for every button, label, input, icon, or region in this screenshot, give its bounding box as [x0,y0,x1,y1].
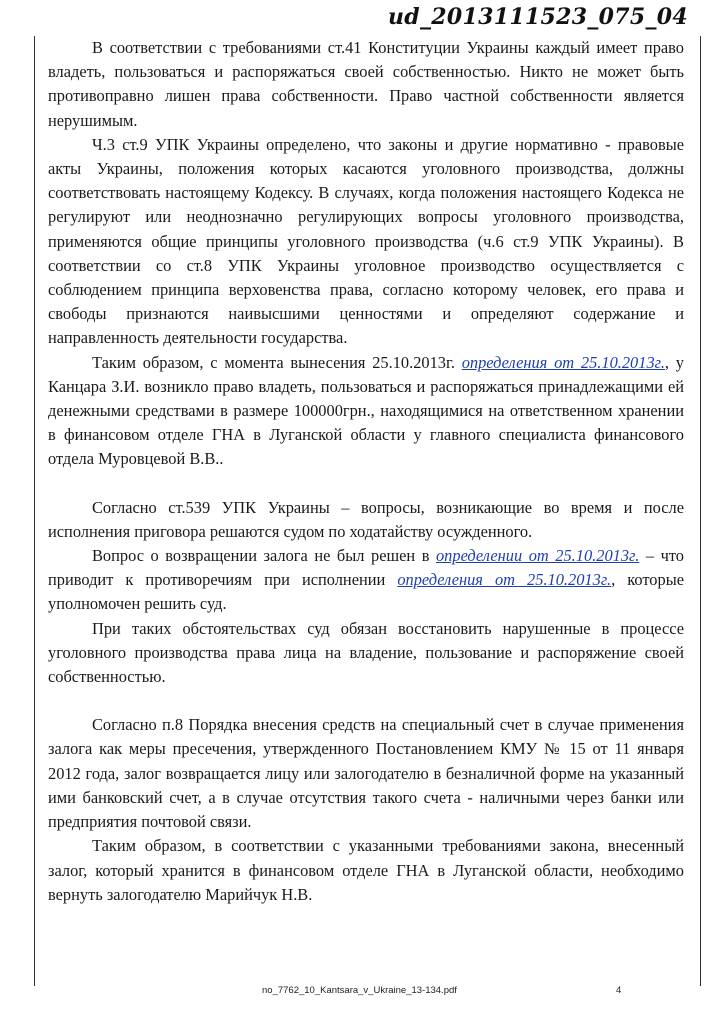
paragraph-7: Согласно п.8 Порядка внесения средств на специальный счет в случае применения залога как меры пресечения, утвержденного Постановлением КМУ № 15 от 11 января 2012 года, залог возвращается лицу или залогодателю в безналичной форме на указанный ими банковский счет, а в случае отсутствия такого счета - наличными через банки или предприятия почтовой связи. [48,715,684,832]
spacer [48,472,684,496]
paragraph-3: Таким образом, с момента вынесения 25.10.2013г. определения от 25.10.2013г., у Канцара З.И. возникло право владеть, пользоваться и распоряжаться принадлежащими ей денежными средствами в размере 100000грн., находящимися на ответственном хранении в финансовом отделе ГНА в Луганской области у главного специалиста финансового отдела Муровцевой В.В.. [48,352,684,469]
ruling-link[interactable]: определения от 25.10.2013г. [397,570,612,590]
paragraph-5: Вопрос о возвращении залога не был решен в определении от 25.10.2013г. – что приводит к противоречиям при исполнении определения от 25.10.2013г., которые уполномочен решить суд. [48,546,684,614]
document-id: ud_2013111523_075_04 [388,4,688,30]
paragraph-2: Ч.3 ст.9 УПК Украины определено, что законы и другие нормативно - правовые акты Украины, положения которых касаются уголовного производства, должны соответствовать настоящему Кодексу. В случаях, когда положения настоящего Кодекса не регулируют или неоднозначно регулирующих вопросы уголовного производства, применяются общие принципы уголовного производства (ч.6 ст.9 УПК Украины). В соответствии со ст.8 УПК Украины уголовное производство осуществляется с соблюдением принципа верховенства права, согласно которому человек, его права и свободы признаются наивысшими ценностями и определяют содержание и направленность деятельности государства. [48,134,684,348]
ruling-link[interactable]: определения от 25.10.2013г. [461,352,665,372]
paragraph-6: При таких обстоятельствах суд обязан восстановить нарушенные в процессе уголовного производства права лица на владение, пользование и распоряжение своей собственностью. [48,618,684,687]
page-frame-left [34,36,35,986]
spacer [48,689,684,713]
footer-filename: no_7762_10_Kantsara_v_Ukraine_13-134.pdf [262,985,457,996]
document-body [48,36,684,907]
page-number: 4 [616,985,622,996]
paragraph-1: В соответствии с требованиями ст.41 Конституции Украины каждый имеет право владеть, пользоваться и распоряжаться своей собственностью. Никто не может быть противоправно лишен права собственности. Право частной собственности является нерушимым. [48,38,684,130]
ruling-link[interactable]: определении от 25.10.2013г. [435,546,640,566]
page-frame-right [700,36,701,986]
paragraph-4: Согласно ст.539 УПК Украины – вопросы, возникающие во время и после исполнения приговора решаются судом по ходатайству осужденного. [48,497,684,541]
paragraph-8: Таким образом, в соответствии с указанными требованиями закона, внесенный залог, который хранится в финансовом отделе ГНА в Луганской области, необходимо вернуть залогодателю Марийчук Н.В. [48,836,684,904]
